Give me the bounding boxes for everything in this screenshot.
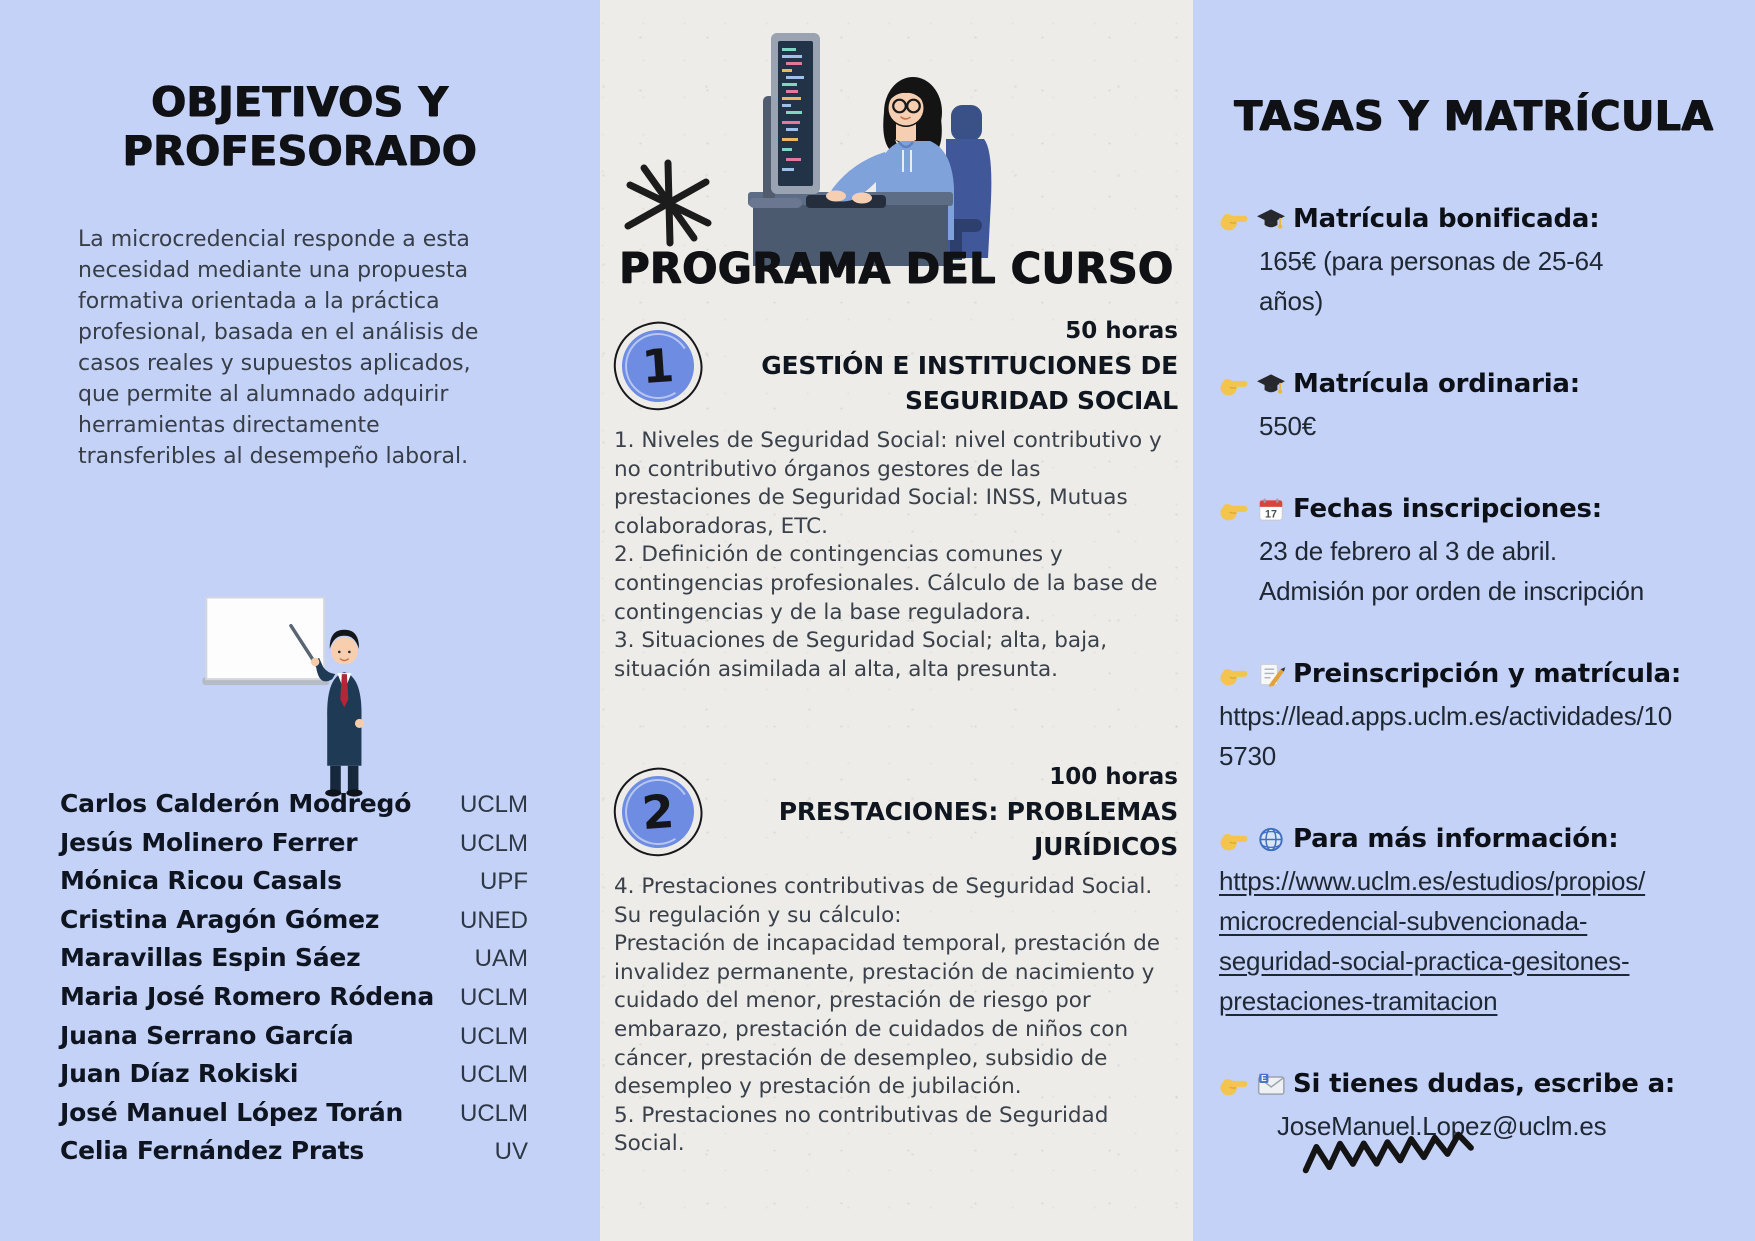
fee-label: Preinscripción y matrícula: (1293, 659, 1682, 689)
fee-item (1219, 204, 1741, 321)
fee-line: 550€ (1259, 411, 1317, 441)
fee-line: https://lead.apps.uclm.es/actividades/10 (1219, 701, 1673, 731)
module-paragraph: Prestación de incapacidad temporal, prestación de invalidez permanente, prestación de nacimiento y cuidado del menor, prestación de riesgo por embarazo, prestación de cuidados de niños con cáncer, prestación de desempleo, subsidio de desempleo y prestación de jubilación. (614, 931, 1161, 1100)
fee-item (1219, 1069, 1741, 1146)
module-content (614, 873, 1180, 1159)
faculty-university: UCLM (459, 1022, 528, 1050)
pointing-hand-icon (1219, 661, 1249, 688)
fee-line[interactable]: seguridad-social-practica-gesitones- (1219, 946, 1630, 976)
fee-line[interactable]: prestaciones-tramitacion (1219, 986, 1498, 1016)
faculty-university: UCLM (459, 1099, 528, 1127)
fee-line: JoseManuel.Lopez@uclm.es (1277, 1111, 1607, 1141)
fee-item (1219, 494, 1741, 611)
program-title: PROGRAMA DEL CURSO (619, 244, 1174, 294)
module-heading: PRESTACIONES: PROBLEMAS JURÍDICOS (778, 797, 1178, 861)
module-paragraph: 1. Niveles de Seguridad Social: nivel contributivo y no contributivo órganos gestores de las prestaciones de Seguridad Social: INSS, Mutuas colaboradoras, ETC. (614, 428, 1162, 539)
program-panel (600, 0, 1193, 1241)
fee-details (1219, 531, 1741, 611)
faculty-university: UCLM (459, 1061, 528, 1089)
faculty-name: Mónica Ricou Casals (60, 866, 342, 896)
module-paragraph: 3. Situaciones de Seguridad Social; alta, baja, situación asimilada al alta, alta presunta. (614, 628, 1108, 682)
faculty-name: Maria José Romero Ródena (60, 981, 435, 1011)
faculty-university: UCLM (459, 983, 528, 1011)
graduation-cap-icon (1256, 206, 1286, 233)
fee-details (1219, 406, 1741, 446)
fee-line: 5730 (1219, 741, 1277, 771)
faculty-name: Carlos Calderón Modregó (60, 789, 412, 818)
faculty-row (60, 866, 528, 905)
module-hours: 50 horas (1065, 318, 1178, 344)
fee-item (1219, 659, 1741, 776)
calendar-icon (1256, 496, 1286, 523)
module-number: 1 (640, 337, 676, 395)
faculty-name: Jesús Molinero Ferrer (60, 827, 358, 857)
faculty-row (60, 1136, 528, 1175)
faculty-university: UPF (480, 868, 528, 896)
fee-details (1219, 696, 1741, 776)
fee-line[interactable]: microcredencial-subvencionada- (1219, 906, 1588, 936)
module-hours: 100 horas (1049, 764, 1178, 790)
zigzag-doodle (1300, 1125, 1480, 1180)
fee-label: Fechas inscripciones: (1293, 494, 1602, 524)
program-module-2 (614, 764, 1180, 1159)
module-paragraph: 2. Definición de contingencias comunes y contingencias profesionales. Cálculo de la base de contingencias y de la base reguladora. (614, 542, 1158, 625)
faculty-row (60, 905, 528, 944)
memo-icon (1256, 661, 1286, 688)
fee-label: Matrícula bonificada: (1293, 204, 1600, 234)
faculty-university: UV (494, 1138, 528, 1166)
graduation-cap-icon (1256, 371, 1286, 398)
objectives-title-text: OBJETIVOS Y PROFESORADO (122, 78, 478, 176)
email-icon (1256, 1071, 1286, 1098)
module-paragraph: 4. Prestaciones contributivas de Seguridad Social. Su regulación y su cálculo: (614, 874, 1153, 928)
faculty-row (60, 789, 528, 828)
fee-details (1219, 1106, 1741, 1146)
faculty-row (60, 828, 528, 867)
faculty-university: UCLM (459, 791, 528, 818)
teacher-whiteboard-illustration (168, 526, 430, 798)
faculty-university: UNED (459, 906, 528, 934)
faculty-name: Cristina Aragón Gómez (60, 904, 380, 934)
fee-label: Matrícula ordinaria: (1293, 369, 1580, 399)
faculty-name: Maravillas Espin Sáez (60, 943, 361, 973)
faculty-name: Juana Serrano García (60, 1020, 354, 1050)
asterisk-doodle (628, 163, 708, 243)
fee-line: 165€ (para personas de 25-64 (1259, 246, 1604, 276)
faculty-university: UCLM (459, 829, 528, 857)
faculty-name: Juan Díaz Rokiski (60, 1059, 299, 1089)
fees-list (1219, 204, 1741, 1194)
woman-at-computer-illustration (600, 0, 1193, 266)
fee-item (1219, 824, 1741, 1021)
fee-details (1219, 861, 1741, 1021)
module-heading: GESTIÓN E INSTITUCIONES DE SEGURIDAD SOCIAL (761, 351, 1178, 415)
pointing-hand-icon (1219, 496, 1249, 523)
fees-title: TASAS Y MATRÍCULA (1234, 92, 1714, 140)
module-number-badge (620, 328, 697, 405)
fee-line: Admisión por orden de inscripción (1259, 576, 1645, 606)
fee-line: años) (1259, 286, 1324, 316)
faculty-row (60, 943, 528, 982)
fee-label: Si tienes dudas, escribe a: (1293, 1069, 1676, 1099)
fees-panel (1193, 0, 1755, 1241)
pointing-hand-icon (1219, 206, 1249, 233)
faculty-row (60, 1059, 528, 1098)
pointing-hand-icon (1219, 826, 1249, 853)
fee-line[interactable]: https://www.uclm.es/estudios/propios/ (1219, 866, 1646, 896)
faculty-row (60, 982, 528, 1021)
faculty-list (60, 789, 528, 1175)
objectives-intro: La microcredencial responde a esta necesidad mediante una propuesta formativa orientada a la práctica profesional, basada en el análisis de casos reales y supuestos aplicados, que permite al alumnado adquirir herramientas directamente transferibles al desempeño laboral. (78, 227, 479, 469)
faculty-university: UAM (474, 945, 528, 973)
module-content (614, 427, 1180, 684)
faculty-row (60, 1021, 528, 1060)
faculty-row (60, 1098, 528, 1137)
module-number: 2 (640, 783, 676, 841)
fee-details (1219, 241, 1741, 321)
fee-line: 23 de febrero al 3 de abril. (1259, 536, 1557, 566)
objectives-title (0, 78, 600, 176)
globe-icon (1256, 826, 1286, 853)
fee-item (1219, 369, 1741, 446)
program-module-1 (614, 318, 1180, 684)
fee-label: Para más información: (1293, 824, 1619, 854)
pointing-hand-icon (1219, 1071, 1249, 1098)
faculty-name: Celia Fernández Prats (60, 1136, 365, 1166)
faculty-name: José Manuel López Torán (60, 1097, 404, 1127)
left-panel (0, 0, 600, 1241)
pointing-hand-icon (1219, 371, 1249, 398)
module-number-badge (620, 774, 697, 851)
module-paragraph: 5. Prestaciones no contributivas de Seguridad Social. (614, 1102, 1109, 1157)
